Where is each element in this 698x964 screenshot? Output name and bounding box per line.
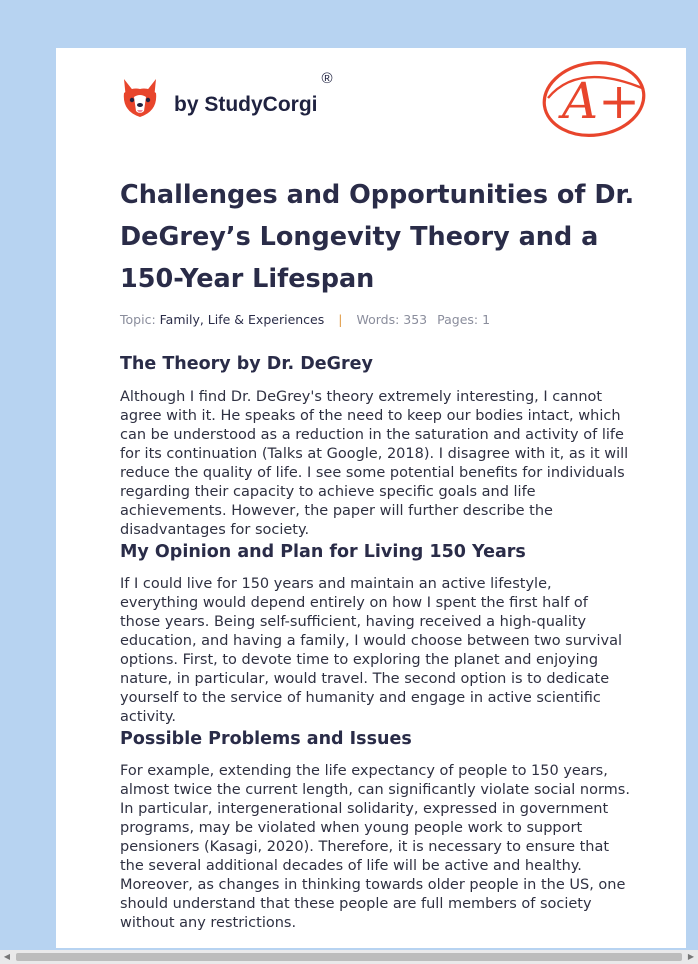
meta-separator: | xyxy=(338,312,343,327)
section-heading: My Opinion and Plan for Living 150 Years xyxy=(120,542,526,562)
scroll-left-icon[interactable]: ◀ xyxy=(3,952,11,961)
registered-mark: ® xyxy=(321,70,333,87)
section-theory xyxy=(120,352,632,540)
brand-header[interactable] xyxy=(120,70,333,122)
scroll-right-icon[interactable]: ▶ xyxy=(687,952,695,961)
a-plus-grade-badge xyxy=(538,58,648,140)
grade-text: A+ xyxy=(562,72,641,130)
section-paragraph: For example, extending the life expectancy of people to 150 years, almost twice the current length, can significantly violate social norms. In particular, intergenerational solidarity, expressed in government programs, may be violated when young people work to support pensioners (Kasagi, 2020). Therefore, it is necessary to ensure that the several additional decades of life will be active and healthy. Moreover, as changes in thinking towards older people in the US, one should understand that these people are full members of society without any restrictions. xyxy=(120,763,630,931)
document-meta xyxy=(120,312,490,327)
section-heading: Possible Problems and Issues xyxy=(120,729,412,749)
topic-link[interactable]: Family, Life & Experiences xyxy=(159,312,325,327)
horizontal-scrollbar[interactable] xyxy=(0,950,698,964)
scrollbar-thumb[interactable] xyxy=(16,953,682,961)
document-content xyxy=(120,352,632,933)
section-paragraph: If I could live for 150 years and maintain an active lifestyle, everything would depend entirely on how I spent the first half of those years. Being self-sufficient, having received a high-quality education, and having a family, I would choose between two survival options. First, to devote time to exploring the planet and enjoying nature, in particular, would travel. The second option is to dedicate yourself to the service of humanity and engage in active scientific activity. xyxy=(120,576,622,725)
brand-name: by StudyCorgi xyxy=(174,93,318,116)
section-opinion xyxy=(120,540,632,727)
topic-label: Topic: xyxy=(120,312,156,327)
page-count: Pages: 1 xyxy=(437,312,491,327)
page-title: Challenges and Opportunities of Dr. DeGrey’s Longevity Theory and a 150-Year Lifespan xyxy=(120,180,635,294)
word-count: Words: 353 xyxy=(356,312,428,327)
document-page xyxy=(56,48,686,948)
corgi-logo-icon xyxy=(120,77,160,121)
section-paragraph: Although I find Dr. DeGrey's theory extremely interesting, I cannot agree with it. He speaks of the need to keep our bodies intact, which can be understood as a reduction in the saturation and activity of life for its continuation (Talks at Google, 2018). I disagree with it, as it will reduce the quality of life. I see some potential benefits for individuals regarding their capacity to achieve specific goals and life achievements. However, the paper will further describe the disadvantages for society. xyxy=(120,389,629,538)
section-problems xyxy=(120,727,632,933)
section-heading: The Theory by Dr. DeGrey xyxy=(120,354,373,374)
